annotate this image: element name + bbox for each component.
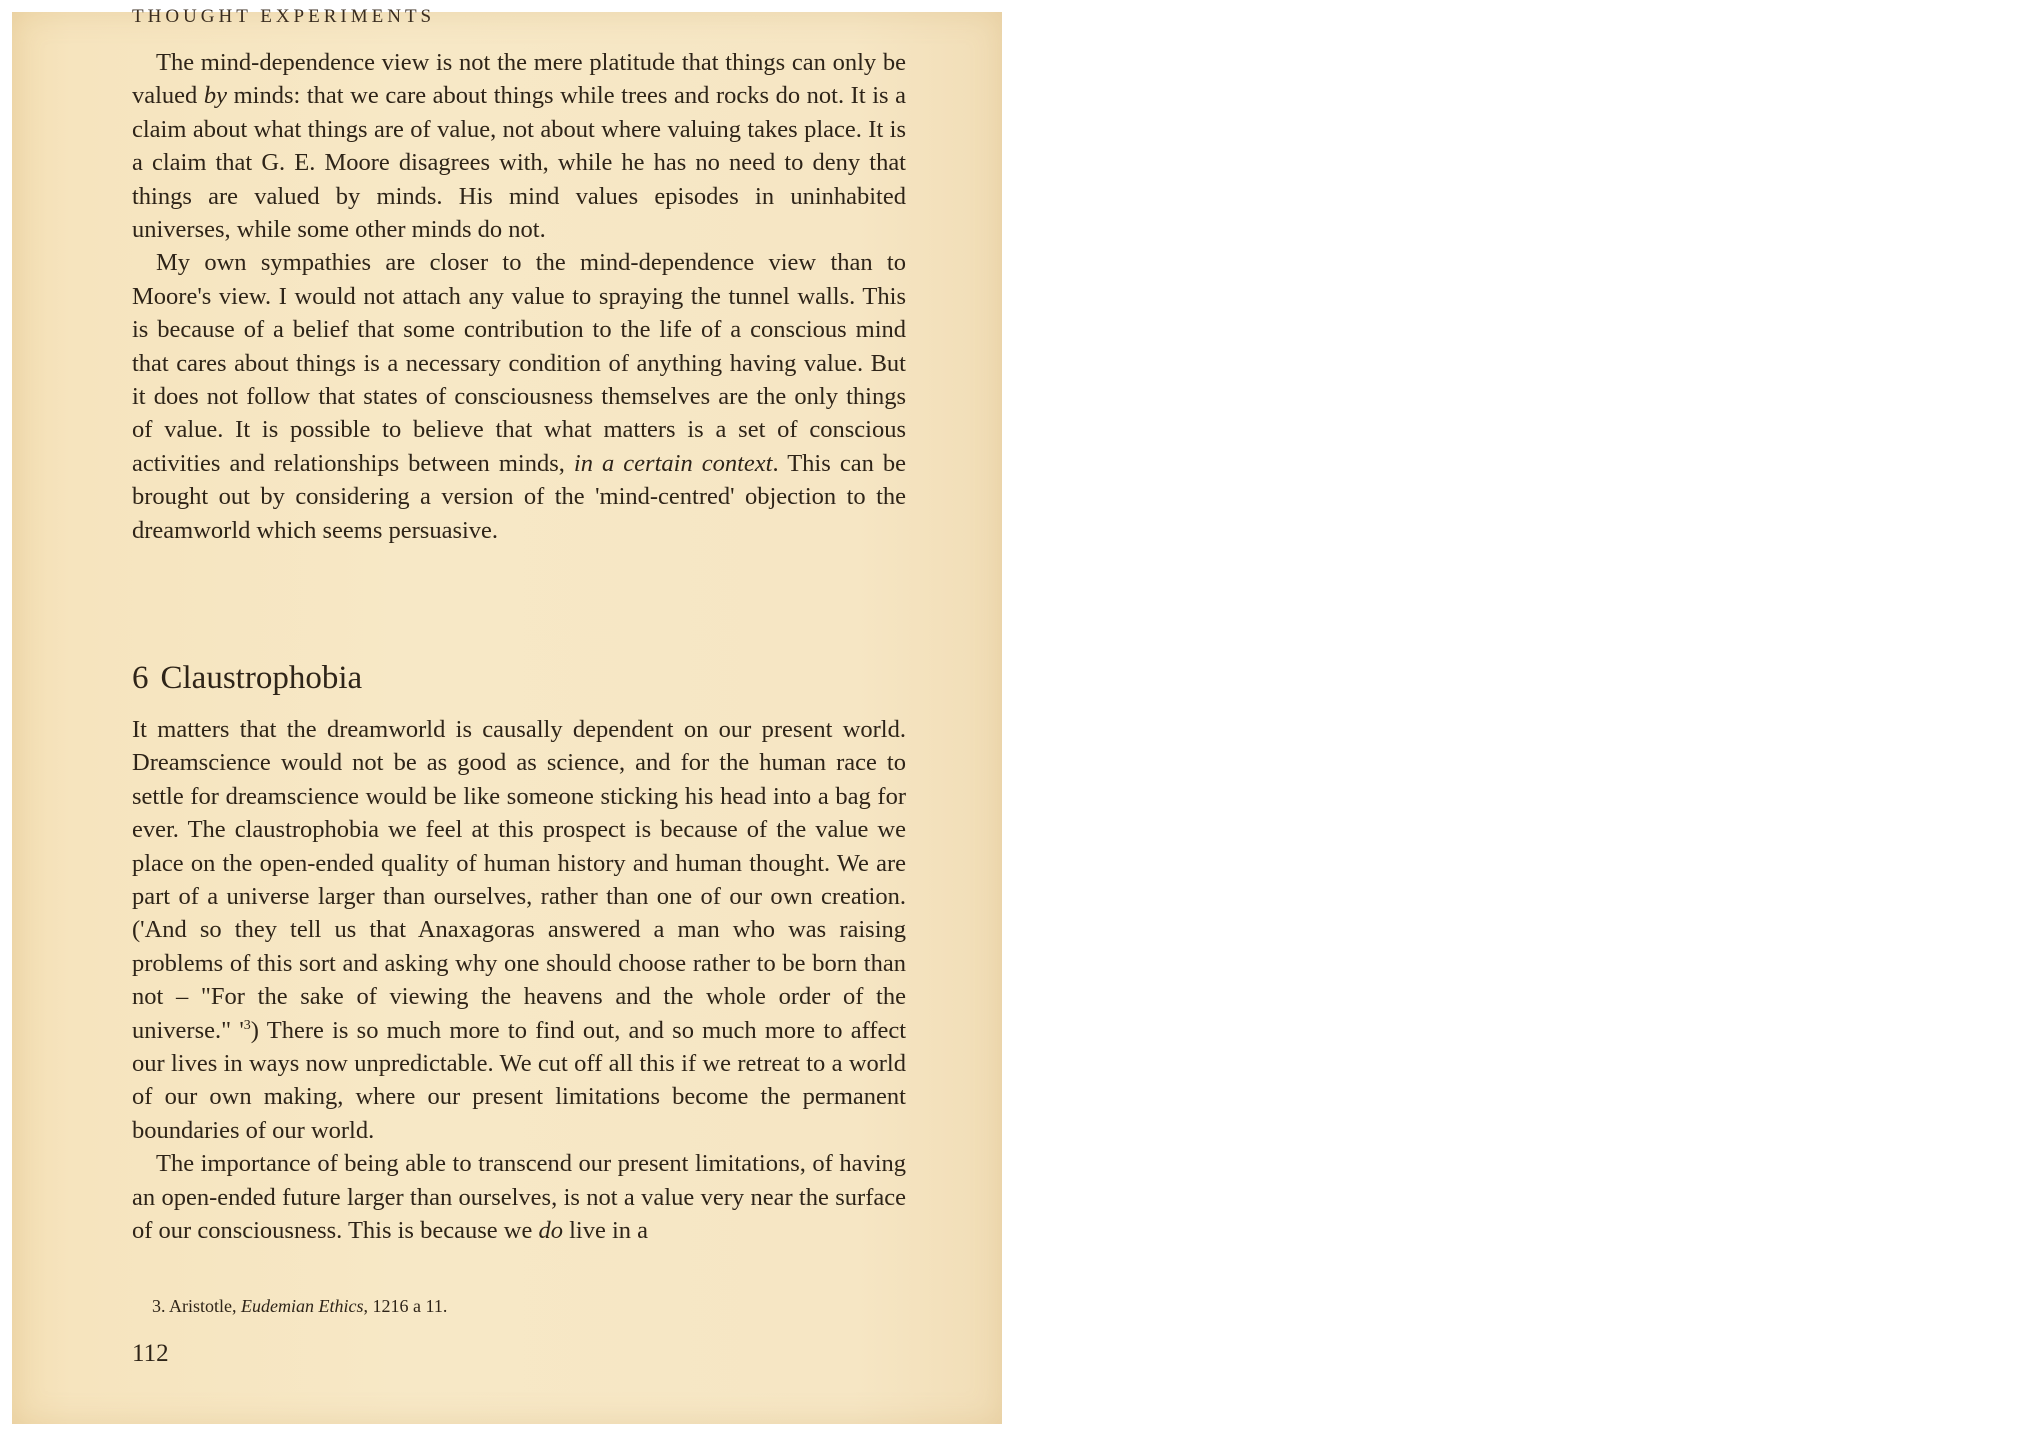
paragraph (132, 713, 906, 1147)
text-run: The mind-dependence view is not the mere platitude that things can only be valued (132, 49, 906, 110)
paragraph (132, 46, 906, 246)
section-heading (132, 658, 362, 698)
footnote-marker: 3. (152, 1296, 166, 1316)
emphasis: in a certain context (573, 449, 773, 477)
text-run: minds: that we care about things while trees and rocks do not. It is a claim about what things are of value, not about where valuing takes place. It is a claim that G. E. Moore disagrees with, while he has no need to deny that things are valued by minds. His mind values episodes in uninhabited universes, while some other minds do not. (132, 82, 906, 244)
text-run: . This can be brought out by considering a version of the 'mind-centred' objection to the dreamworld which seems persuasive. (132, 449, 906, 544)
text-run: It matters that the dreamworld is causally dependent on our present world. Dreamscience would not be as good as science, and for the human race to settle for dreamscience would be like someone sticking his head into a bag for ever. The claustrophobia we feel at this prospect is because of the value we place on the open-ended quality of human history and human thought. We are part of a universe larger than ourselves, rather than one of our own creation. ('And so they tell us that Anaxagoras answered a man who was raising problems of this sort and asking why one should choose rather to be born than not – "For the sake of viewing the heavens and the whole order of the universe." ' (132, 716, 906, 1044)
page-number: 112 (132, 1340, 169, 1367)
footnote-ref: , 1216 a 11. (363, 1296, 448, 1316)
body-text-upper (132, 46, 906, 547)
body-text-lower (132, 713, 906, 1248)
text-run: The importance of being able to transcend our present limitations, of having an open-ended future larger than ourselves, is not a value very near the surface of our consciousness. This is because we (132, 1150, 906, 1245)
footnote (152, 1294, 447, 1318)
text-run: My own sympathies are closer to the mind-dependence view than to Moore's view. I would not attach any value to spraying the tunnel walls. This is because of a belief that some contribution to the life of a conscious mind that cares about things is a necessary condition of anything having value. But it does not follow that states of consciousness themselves are the only things of value. It is possible to believe that what matters is a set of conscious activities and relationships between minds, (132, 249, 906, 477)
running-head: THOUGHT EXPERIMENTS (132, 6, 436, 27)
footnote-author: Aristotle, (169, 1296, 242, 1316)
book-page (12, 6, 1002, 1424)
section-number: 6 (132, 660, 149, 696)
section-title: Claustrophobia (160, 660, 363, 696)
text-run: ) There is so much more to find out, and so much more to affect our lives in ways now unpredictable. We cut off all this if we retreat to a world of our own making, where our present limitations become the permanent boundaries of our world. (132, 1016, 906, 1144)
footnote-work: Eudemian Ethics (241, 1296, 364, 1316)
paragraph (132, 246, 906, 547)
footnote-reference: 3 (243, 1017, 251, 1033)
emphasis: do (538, 1217, 563, 1245)
paragraph (132, 1147, 906, 1247)
emphasis: by (203, 82, 228, 110)
text-run: live in a (562, 1217, 648, 1245)
